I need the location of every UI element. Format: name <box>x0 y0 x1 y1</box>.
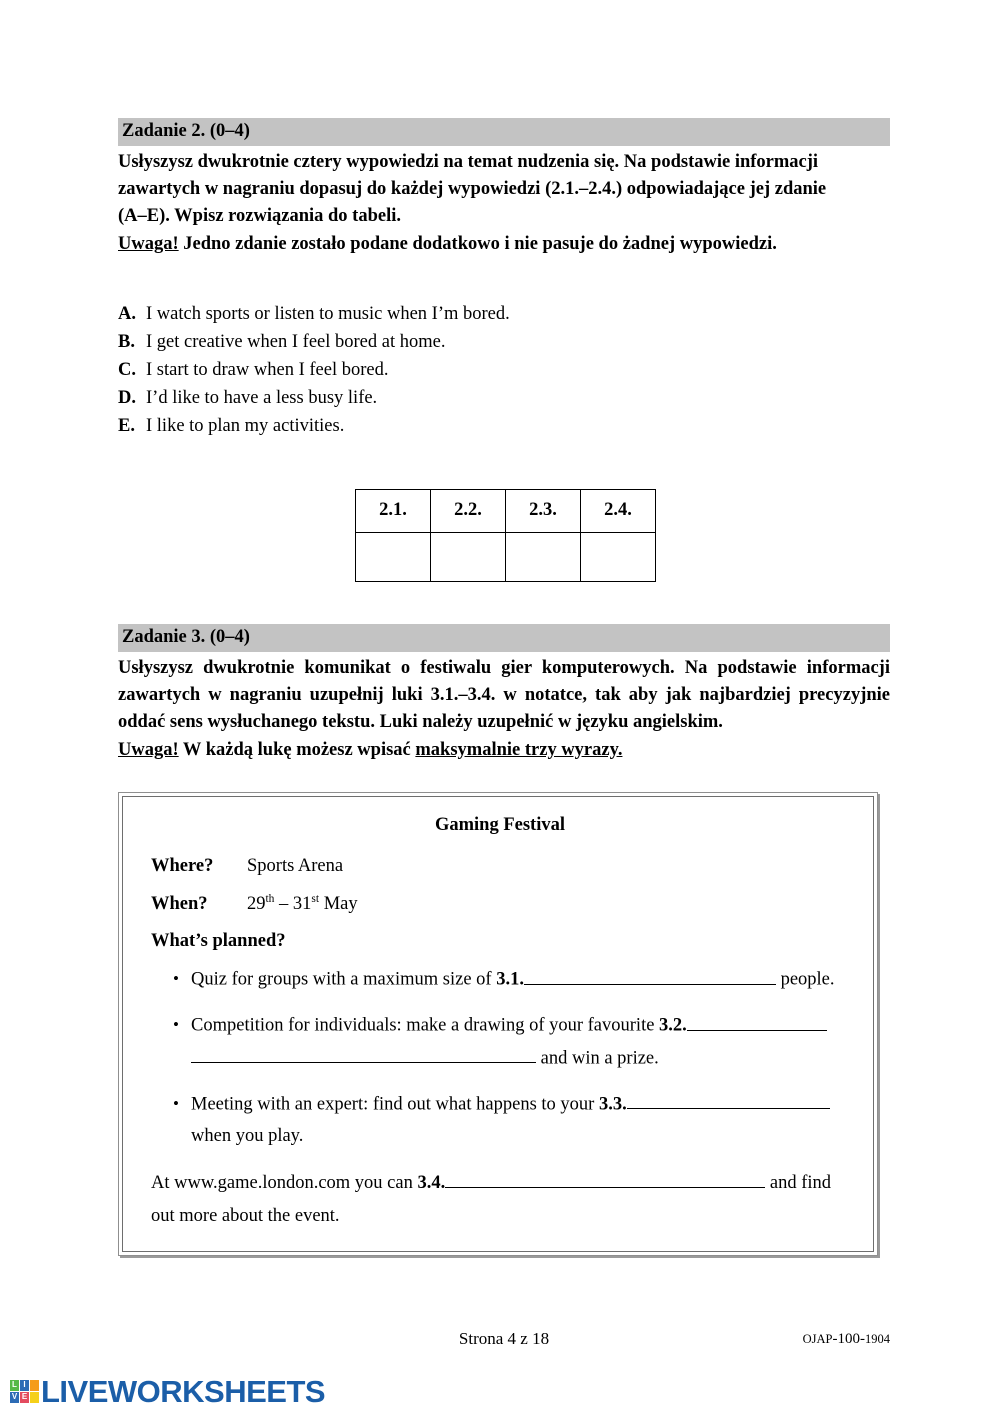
option-e-letter: E. <box>118 416 135 437</box>
when-dash: – <box>274 894 293 915</box>
note-when-label: When? <box>151 894 208 915</box>
answer-cell-2-1[interactable] <box>356 532 431 581</box>
bullet-icon: • <box>173 1093 179 1113</box>
table-header-row <box>356 489 656 532</box>
task-2-instruction-line-2: zawartych w nagraniu dopasuj do każdej wypowiedzi (2.1.–2.4.) odpowiadające jej zdanie <box>118 178 827 199</box>
note-when-row <box>151 893 849 915</box>
answer-cell-2-3[interactable] <box>506 532 581 581</box>
footer-inner <box>118 1329 890 1351</box>
gap-input-3-1[interactable] <box>524 964 776 984</box>
plan-item-3-before: Meeting with an expert: find out what happens to your <box>191 1094 599 1115</box>
gap-number-3-4: 3.4. <box>417 1172 446 1193</box>
note-where-row <box>151 856 849 877</box>
gap-number-3-2: 3.2. <box>659 1015 687 1036</box>
option-a <box>118 300 890 328</box>
logo-tile-yellow <box>30 1392 39 1403</box>
task-2-instruction-line-3: (A–E). Wpisz rozwiązania do tabeli. <box>118 206 401 227</box>
logo-tile-i: I <box>20 1380 29 1391</box>
note-when-value <box>247 893 358 915</box>
gaming-festival-note-box <box>118 792 878 1256</box>
footer-code-tail: 1904 <box>865 1332 890 1346</box>
liveworksheets-wordmark: LIVEWORKSHEETS <box>41 1373 326 1409</box>
option-a-letter: A. <box>118 304 136 324</box>
option-d-letter: D. <box>118 388 136 409</box>
plan-item-1-after: people. <box>775 969 835 990</box>
plan-item-1 <box>151 964 849 996</box>
when-month: May <box>319 894 358 915</box>
note-where-value: Sports Arena <box>247 856 344 876</box>
when-day-1: 29 <box>247 894 266 915</box>
note-closing-paragraph <box>151 1167 849 1233</box>
logo-tile-orange <box>30 1380 39 1391</box>
task-3-header: Zadanie 3. (0–4) <box>118 624 890 652</box>
gap-input-3-4[interactable] <box>445 1167 765 1187</box>
when-suffix-2: st <box>311 893 320 905</box>
closing-after: and find <box>765 1172 831 1193</box>
bullet-icon: • <box>173 969 179 989</box>
option-d <box>118 384 890 412</box>
bullet-icon: • <box>173 1015 179 1035</box>
task-2-instruction <box>118 149 890 259</box>
table-header-2-1: 2.1. <box>356 489 431 532</box>
option-b-text: I get creative when I feel bored at home. <box>146 332 446 353</box>
option-e <box>118 412 890 440</box>
plan-item-2-second-line: and win a prize. <box>536 1048 659 1069</box>
option-c-letter: C. <box>118 360 136 381</box>
note-box-content <box>135 811 861 1233</box>
answer-cell-2-4[interactable] <box>581 532 656 581</box>
task-2-answer-table <box>355 489 656 582</box>
gap-input-3-2-part-2[interactable] <box>191 1043 536 1063</box>
task-3-uwaga-text-before: W każdą lukę możesz wpisać <box>178 739 416 760</box>
task-2-answer-table-wrapper <box>118 489 890 582</box>
task-3-uwaga-text-underlined: maksymalnie trzy wyrazy. <box>415 739 623 760</box>
gap-number-3-3: 3.3. <box>598 1094 627 1115</box>
footer-code-middle: -100- <box>832 1331 865 1347</box>
task-3-uwaga-line <box>118 737 890 764</box>
plan-item-3-second-line: when you play. <box>191 1126 304 1147</box>
logo-tile-v: V <box>11 1392 18 1401</box>
note-where-label: Where? <box>151 856 214 876</box>
task-3-instruction <box>118 655 890 765</box>
liveworksheets-watermark <box>10 1374 325 1408</box>
closing-before: At www.game.london.com you can <box>151 1172 418 1193</box>
answer-cell-2-2[interactable] <box>431 532 506 581</box>
gap-number-3-1: 3.1. <box>496 969 524 990</box>
task-3-instruction-text: Usłyszysz dwukrotnie komunikat o festiwalu gier komputerowych. Na podstawie informacji zawartych w nagraniu uzupełnij luki 3.1.–3.4. w notatce, tak aby jak najbardziej precyzyjnie oddać sens wysłuchanego tekstu. Luki należy uzupełnić w języku angielskim. <box>118 657 890 733</box>
task-2-uwaga-label: Uwaga! <box>118 233 179 254</box>
page-footer <box>118 1329 890 1351</box>
when-suffix-1: th <box>265 893 275 905</box>
task-2-instruction-line-1: Usłyszysz dwukrotnie cztery wypowiedzi na temat nudzenia się. Na podstawie informacji <box>118 151 819 172</box>
note-planned-label: What’s planned? <box>151 931 286 952</box>
footer-code-prefix: OJAP <box>802 1332 833 1346</box>
option-c-text: I start to draw when I feel bored. <box>146 360 389 381</box>
table-answer-row <box>356 532 656 581</box>
logo-tile-e: E <box>21 1392 28 1401</box>
gap-input-3-2-part-1[interactable] <box>687 1010 827 1030</box>
table-header-2-3: 2.3. <box>506 489 581 532</box>
task-2-uwaga-line <box>118 231 890 258</box>
when-day-2: 31 <box>292 894 312 915</box>
option-e-text: I like to plan my activities. <box>146 416 345 437</box>
task-2-options-list <box>118 300 890 441</box>
task-2-section <box>118 118 890 582</box>
task-2-uwaga-text: Jedno zdanie zostało podane dodatkowo i nie pasuje do żadnej wypowiedzi. <box>178 233 777 254</box>
task-2-header: Zadanie 2. (0–4) <box>118 118 890 146</box>
gap-input-3-3[interactable] <box>627 1089 830 1109</box>
option-c <box>118 356 890 384</box>
table-header-2-2: 2.2. <box>431 489 506 532</box>
option-a-text: I watch sports or listen to music when I’m bored. <box>146 304 510 324</box>
note-box-title: Gaming Festival <box>434 815 565 835</box>
option-b <box>118 328 890 356</box>
logo-tile-l: L <box>10 1380 19 1391</box>
footer-page-number: Strona 4 z 18 <box>458 1329 550 1348</box>
note-plan-list <box>151 964 849 1153</box>
plan-item-2 <box>151 1010 849 1074</box>
plan-item-3 <box>151 1089 849 1153</box>
plan-item-2-before: Competition for individuals: make a drawing of your favourite <box>191 1015 660 1036</box>
task-3-section <box>118 624 890 1256</box>
task-3-uwaga-label: Uwaga! <box>118 739 179 760</box>
plan-item-1-before: Quiz for groups with a maximum size of <box>191 969 497 990</box>
option-b-letter: B. <box>118 332 135 353</box>
liveworksheets-logo-icon <box>10 1380 39 1403</box>
closing-second-line: out more about the event. <box>151 1205 340 1226</box>
table-header-2-4: 2.4. <box>581 489 656 532</box>
option-d-text: I’d like to have a less busy life. <box>146 388 378 409</box>
footer-exam-code <box>803 1331 890 1348</box>
